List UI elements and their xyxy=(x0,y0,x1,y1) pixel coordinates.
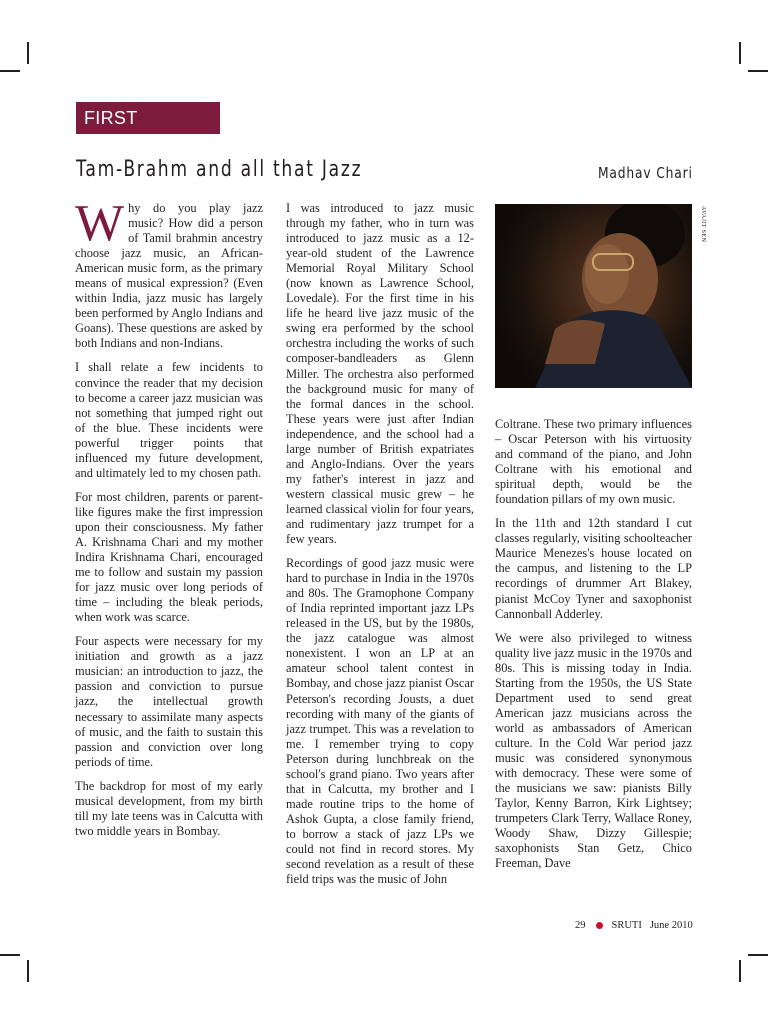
paragraph: Four aspects were necessary for my initiation and growth as a jazz musician: an introduction to jazz, the passion and conviction to pursue jazz, the intellectual growth necessary to assimilate many aspects of music, and the faith to sustain this passion and conviction over long periods of time. xyxy=(75,634,263,769)
paragraph: We were also privileged to witness quality live jazz music in the 1970s and 80s. This is missing today in India. Starting from the 1950s, the US State Department used to send great American jazz musicians across the world as ambassadors of American culture. In the Cold War period jazz music was considered synonymous with democracy. These were some of the musicians we saw: pianists Billy Taylor, Kenny Barron, Kirk Lightsey; trumpeters Clark Terry, Wallace Roney, Woody Shaw, Dizzy Gillespie; saxophonists Stan Getz, Chico Freeman, Dave xyxy=(495,630,692,871)
paragraph: I shall relate a few incidents to convince the reader that my decision to become a career jazz musician was not something that jumped right out of the blue. These incidents were powerful trigger points that influenced my future development, and ultimately led to my chosen path. xyxy=(75,360,263,480)
crop-mark xyxy=(0,954,20,956)
paragraph: In the 11th and 12th standard I cut classes regularly, visiting schoolteacher Maurice Menezes's house located on the campus, and listening to the LP recordings of drummer Art Blakey, pianist McCoy Tyner and saxophonist Cannonball Adderley. xyxy=(495,516,692,621)
issue-date: June 2010 xyxy=(649,920,693,931)
page-footer xyxy=(575,920,693,931)
crop-mark xyxy=(739,42,741,64)
author-photo xyxy=(495,204,692,388)
paragraph-text: hy do you play jazz music? How did a person of Tamil brahmin ancestry choose jazz music, an African-American music form, as the primary means of musical expression? (Even within India, jazz music has largely been performed by Anglo Indians and Goans). These questions are asked by both Indians and non-Indians. xyxy=(75,201,263,351)
paragraph: The backdrop for most of my early musical development, from my birth till my late teens was in Calcutta with two middle years in Bombay. xyxy=(75,778,263,838)
paragraph: For most children, parents or parent-like figures make the first impression upon their consciousness. My father A. Krishnama Chari and my mother Indira Krishnama Chari, encouraged me to follow and sustain my passion for jazz music over long periods of time – including the bleak periods, when work was scarce. xyxy=(75,489,263,625)
photo-credit: AVAJIT SEN xyxy=(700,206,706,243)
article-author: Madhav Chari xyxy=(598,164,693,182)
crop-mark xyxy=(748,954,768,956)
page-number: 29 xyxy=(575,920,586,931)
bullet-dot-icon xyxy=(596,922,603,929)
paragraph xyxy=(75,195,263,351)
crop-mark xyxy=(0,70,20,72)
text-column-2 xyxy=(286,201,474,896)
paragraph: I was introduced to jazz music through my father, who in turn was introduced to jazz music as a 12-year-old student of the Lawrence Memorial Royal Military School (now known as Lawrence School, Lovedale). For the first time in his life he heard live jazz music of the swing era performed by the school orchestra including the works of such composer-bandleaders as Glenn Miller. The orchestra also performed the background music for many of the formal dances in the school. These years were just after Indian independence, and the school had a large number of British expatriates and Anglo-Indians. Over the years my father's interest in jazz and western classical music grew – he learned classical violin for four years, and rudimentary jazz trumpet for a few years. xyxy=(286,201,474,547)
text-column-3 xyxy=(495,417,692,880)
section-tag: FIRST PERSON xyxy=(76,102,220,134)
paragraph: Coltrane. These two primary influences – Oscar Peterson with his virtuosity and command of the piano, and John Coltrane with his emotional and spiritual depth, would be the foundation pillars of my own music. xyxy=(495,417,692,507)
text-column-1 xyxy=(75,195,263,848)
crop-mark xyxy=(748,70,768,72)
article-title: Tam-Brahm and all that Jazz xyxy=(76,157,363,182)
crop-mark xyxy=(739,960,741,982)
author-photo-illustration xyxy=(495,204,692,388)
drop-cap: W xyxy=(75,195,125,252)
crop-mark xyxy=(27,42,29,64)
magazine-name: SRUTI xyxy=(611,920,642,931)
paragraph: Recordings of good jazz music were hard to purchase in India in the 1970s and 80s. The Gramophone Company of India reprinted important jazz LPs released in the US, but by the 1980s, the jazz catalogue was almost nonexistent. I won an LP at an amateur school talent contest in Bombay, and chose jazz pianist Oscar Peterson's recording Jousts, a duet recording with many of the giants of jazz trumpet. This was a revelation to me. I remember trying to copy Peterson during lunchbreak on the school's grand piano. Two years after that in Calcutta, my brother and I made routine trips to the home of Ashok Gupta, a close family friend, to borrow a stack of jazz LPs we could not find in record stores. My second revelation as a result of these field trips was the music of John xyxy=(286,556,474,887)
crop-mark xyxy=(27,960,29,982)
